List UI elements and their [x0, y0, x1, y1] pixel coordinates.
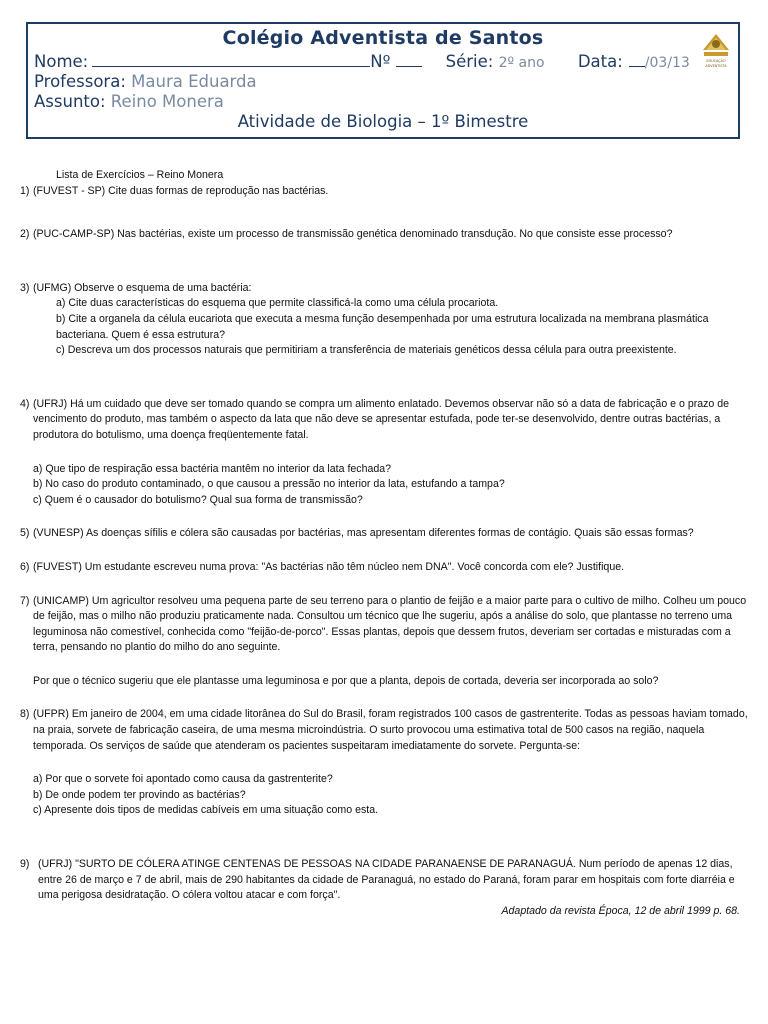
nome-label: Nome:	[34, 52, 89, 71]
header-line-2	[34, 72, 257, 91]
question-6: 6) (FUVEST) Um estudante escreveu numa prova: "As bactérias não têm núcleo nem DNA". Você concorda com ele? Justifique.	[20, 560, 625, 573]
question-4-a: a) Que tipo de respiração essa bactéria mantêm no interior da lata fechada?	[33, 462, 392, 475]
question-3: 3) (UFMG) Observe o esquema de uma bactéria: a) Cite duas características do esquema que permite classificá-la como uma célula procariota. b) Cite a organela da célula eucariota que executa a mesma função desempenhada por uma estrutura localizada na membrana plasmática bacteriana. Quem é essa estrutura? c) Descreva um dos processos naturais que permitiriam a transferência de materiais genéticos dessa célula para outra preexistente.	[20, 281, 748, 359]
svg-text:EDUCAÇÃO: EDUCAÇÃO	[706, 59, 726, 63]
professora-value: Maura Eduarda	[131, 72, 257, 91]
data-label: Data:	[577, 52, 623, 71]
professora-label: Professora:	[34, 72, 126, 91]
numero-field[interactable]	[396, 52, 422, 67]
question-4: 4) (UFRJ) Há um cuidado que deve ser tomado quando se compra um alimento enlatado. Devemos observar não só a data de fabricação e o prazo de vencimento do produto, mas também o aspecto da lata que não deve se apresentar estufada, pode ter-se desenvolvido, dentre outras bactérias, a produtora do botulismo, uma doença freqüentemente fatal. a) Que tipo de respiração essa bactéria mantêm no interior da lata fechada? b) No caso do produto contaminado, o que causou a pressão no interior da lata, estufando a tampa? c) Quem é o causador do botulismo? Qual sua forma de transmissão?	[20, 397, 748, 509]
question-9: 9) (UFRJ) "SURTO DE CÓLERA ATINGE CENTENAS DE PESSOAS NA CIDADE PARANAENSE DE PARANAGUÁ. Num período de apenas 12 dias, entre 26 de março e 7 de abril, mais de 290 habitantes da cidade de Paranaguá, no estado do Paraná, foram parar em hospitais com forte diarréia e uma perigosa desidratação. O cólera voltou atacar e com força".	[20, 858, 735, 902]
nome-field[interactable]	[92, 52, 370, 67]
activity-title: Atividade de Biologia – 1º Bimestre	[237, 112, 529, 131]
question-5: 5) (VUNESP) As doenças sífilis e cólera são causadas por bactérias, mas apresentam diferentes formas de contágio. Quais são essas formas?	[20, 527, 694, 540]
source-citation: Adaptado da revista Época, 12 de abril 1999 p. 68.	[501, 904, 740, 917]
question-4-b: b) No caso do produto contaminado, o que causou a pressão no interior da lata, estufando a tampa?	[33, 478, 505, 491]
svg-text:ADVENTISTA: ADVENTISTA	[705, 64, 727, 68]
header-box	[26, 22, 740, 139]
list-title: Lista de Exercícios – Reino Monera	[56, 169, 224, 181]
question-8-a: a) Por que o sorvete foi apontado como causa da gastrenterite?	[33, 773, 333, 786]
data-field[interactable]	[629, 52, 645, 67]
header-line-1	[34, 52, 690, 71]
question-3-a: a) Cite duas características do esquema que permite classificá-la como uma célula procariota.	[56, 297, 499, 310]
assunto-value: Reino Monera	[110, 92, 224, 111]
question-7: 7) (UNICAMP) Um agricultor resolveu uma pequena parte de seu terreno para o plantio de feijão e a maior parte para o cultivo de milho. Colheu um pouco de feijão, mas o milho não produziu praticamente nada. Consultou um técnico que lhe sugeriu, após a análise do solo, que plantasse no terreno uma leguminosa não comestível, conhecida como "feijão-de-porco". Essas plantas, depois que dessem frutos, deveriam ser cortadas e misturadas com a terra, pensando no plantio do milho do ano seguinte. Por que o técnico sugeriu que ele plantasse uma leguminosa e por que a planta, depois de cortada, deveria ser incorporada ao solo?	[20, 594, 748, 690]
header-line-3	[34, 92, 224, 111]
question-3-b: b) Cite a organela da célula eucariota que executa a mesma função desempenhada por uma estrutura localizada na membrana plasmática bacteriana. Quem é essa estrutura?	[56, 312, 709, 341]
exercise-list	[20, 168, 748, 919]
numero-label: Nº	[370, 52, 391, 71]
question-8-c: c) Apresente dois tipos de medidas cabíveis em uma situação como esta.	[33, 804, 379, 817]
assunto-label: Assunto:	[34, 92, 106, 111]
serie-value: 2º ano	[498, 55, 545, 71]
data-value: /03/13	[644, 55, 690, 71]
question-1: 1) (FUVEST - SP) Cite duas formas de reprodução nas bactérias.	[20, 184, 329, 197]
question-8-b: b) De onde podem ter provindo as bactérias?	[33, 788, 246, 801]
school-name: Colégio Adventista de Santos	[222, 27, 544, 49]
question-2: 2) (PUC-CAMP-SP) Nas bactérias, existe um processo de transmissão genética denominado transdução. No que consiste esse processo?	[20, 228, 673, 241]
serie-label: Série:	[445, 52, 494, 71]
question-3-c: c) Descreva um dos processos naturais que permitiriam a transferência de materiais genéticos dessa célula para outra preexistente.	[56, 344, 677, 357]
adventist-education-logo	[699, 28, 733, 70]
question-7-followup: Por que o técnico sugeriu que ele plantasse uma leguminosa e por que a planta, depois de cortada, deveria ser incorporada ao solo?	[33, 674, 659, 687]
question-4-c: c) Quem é o causador do botulismo? Qual sua forma de transmissão?	[33, 493, 363, 506]
question-8: 8) (UFPR) Em janeiro de 2004, em uma cidade litorânea do Sul do Brasil, foram registrados 100 casos de gastrenterite. Todas as pessoas haviam tomado, na praia, sorvete de fabricação caseira, de uma mesma microindústria. O surto provocou uma estimativa total de 500 casos na região, naquela temporada. Os serviços de saúde que atenderam os pacientes suspeitaram imediatamente do sorvete. Pergunta-se: a) Por que o sorvete foi apontado como causa da gastrenterite? b) De onde podem ter provindo as bactérias? c) Apresente dois tipos de medidas cabíveis em uma situação como esta.	[20, 707, 748, 819]
